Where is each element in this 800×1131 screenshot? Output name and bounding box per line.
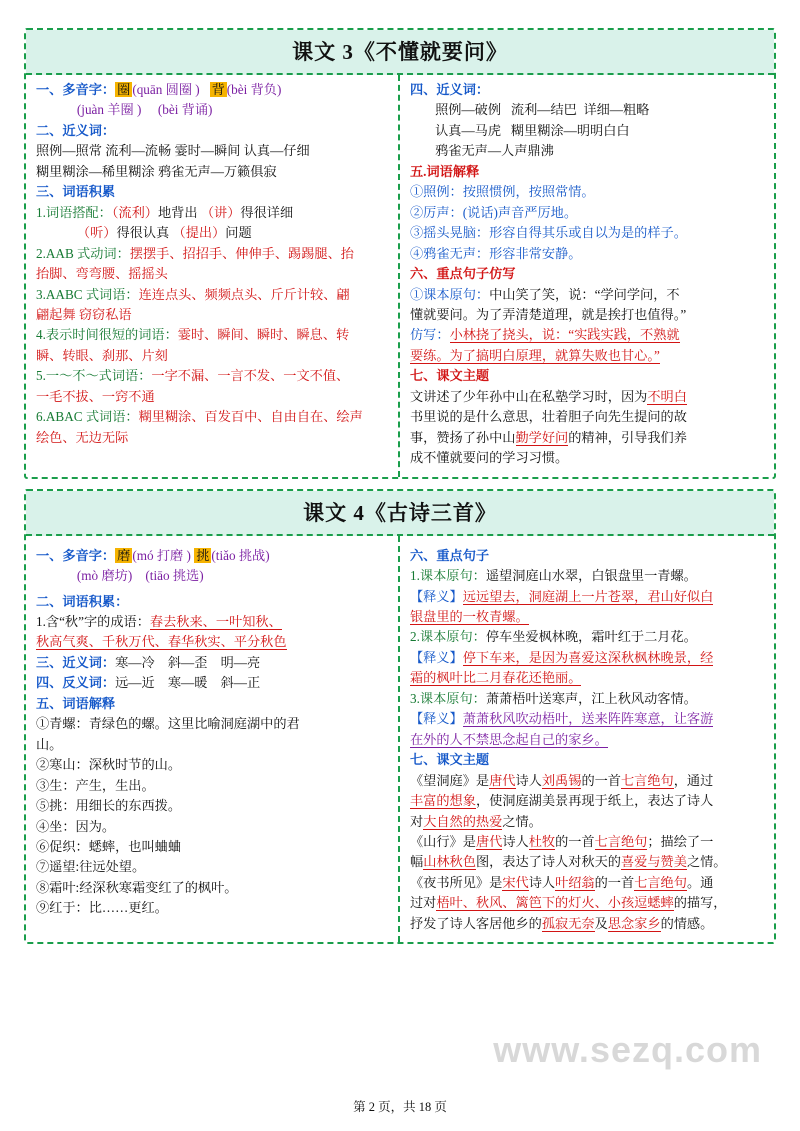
- zhuti2-form: 七言绝句: [594, 833, 648, 849]
- l4-zhongdianjuzi-heading: 六、重点句子: [410, 547, 490, 563]
- zhuti1-last-c: 之情。: [502, 813, 542, 829]
- ciyu-dapei-a2: 地背出: [157, 204, 198, 220]
- duoyinzi-tiao2-pinyin: (tiāo 挑选): [145, 568, 204, 584]
- qiu-chengyu-value-2: 秋高气爽、千秋万代、春华秋实、平分秋色: [36, 634, 287, 650]
- l4-ciyujieshi-heading: 五、词语解释: [36, 695, 116, 711]
- l4-jieshi-7: ⑦遥望:往远处望。: [36, 859, 146, 875]
- zhuti3-h: 过对: [410, 895, 437, 911]
- ciyu-dapei-label: 1.词语搭配：: [36, 204, 112, 220]
- lesson-4-right-column: [400, 536, 774, 943]
- zhuti2-i: 图，表达了诗人对秋天的: [475, 854, 621, 870]
- section-fanyici-heading: 四、近义词：: [410, 82, 490, 97]
- zhuti1-dynasty: 唐代: [489, 772, 516, 788]
- zhuti2-a: 《山行》是: [410, 833, 476, 849]
- poem3-original-text: 萧萧梧叶送寒声，江上秋风动客情。: [485, 690, 697, 706]
- ciyu-dapei-d: （提出）: [172, 225, 226, 241]
- fangxie-original-text-1: 中山笑了笑，说：“学问学问，不: [489, 286, 680, 302]
- duoyinzi-char-quan: 圈: [117, 82, 131, 97]
- aabc-value-2: 翩起舞 窃窃私语: [36, 306, 132, 322]
- aabc-label: 3.AABC 式词语：: [36, 286, 139, 302]
- yibu-label: 5.一～不～式词语：: [36, 368, 152, 384]
- aabc-value-1: 连连点头、频频点头、斤斤计较、翩: [138, 286, 350, 302]
- zhuti2-j: 之情。: [686, 854, 727, 870]
- lesson-4-left-column: [26, 536, 400, 943]
- shijian-value-2: 瞬、转眼、刹那、片刻: [36, 347, 168, 363]
- zhuti1-last-a: 对: [410, 813, 424, 829]
- section-jinyici-heading: 二、近义词：: [36, 122, 116, 138]
- watermark: www.sezq.com: [493, 1029, 762, 1070]
- poem3-shiyi-2: 在外的人不禁思念起自己的家乡。: [410, 731, 608, 747]
- lesson-3-title: 课文 3《不懂就要问》: [26, 30, 774, 75]
- zhuti1-c: 诗人: [515, 772, 542, 788]
- fangxie-original-text-2: 懂就要问。为了弄清楚道理，就是挨打也值得。”: [410, 306, 687, 322]
- poem3-shiyi-1: 萧萧秋风吹动梧叶，送来阵阵寒意，让客游: [462, 711, 714, 727]
- zhuti2-c: 诗人: [502, 833, 529, 849]
- ciyu-dapei-a: （流利）: [111, 204, 158, 220]
- zhuti3-l: 的情感。: [660, 915, 714, 931]
- zhuti3-key2: 孤寂无奈: [541, 915, 595, 931]
- poem1-original-label: 1.课本原句：: [410, 568, 486, 584]
- zhuti1-rest: ，使洞庭湖美景再现于纸上，表达了诗人: [475, 793, 714, 809]
- zhuti-key-2: 勤学好问: [515, 429, 569, 445]
- fangxie-text-1: 小林挠了挠头，说：“实践实践，不熟就: [449, 327, 680, 343]
- section-fangxie-heading: 六、重点句子仿写: [410, 266, 516, 282]
- poem2-shiyi-2: 霜的枫叶比二月春花还艳丽。: [410, 670, 582, 686]
- fanyici-2: 流利—结巴: [510, 102, 577, 118]
- jinyici-line-2: 糊里糊涂—稀里糊涂 鸦雀无声—万籁俱寂: [36, 163, 277, 179]
- zhuti-text-3c: 的精神，引导我们养: [568, 429, 687, 445]
- zhuti-text-1: 文讲述了少年孙中山在私塾学习时，因为: [410, 388, 648, 404]
- l4-jieshi-2: ②寒山：深秋时节的山。: [36, 757, 182, 773]
- zhuti3-key: 梧叶、秋风、篱笆下的灯火、小孩逗蟋蟀: [436, 895, 674, 911]
- l4-jieshi-1: ①青螺：青绿色的螺。这里比喻洞庭湖中的君: [36, 716, 300, 732]
- shijian-label: 4.表示时间很短的词语：: [36, 327, 178, 343]
- lesson-3-right-column: [400, 75, 774, 477]
- poem2-original-label: 2.课本原句：: [410, 629, 486, 645]
- zhuti3-g: 。通: [686, 874, 714, 890]
- lesson-4-title: 课文 4《古诗三首》: [26, 491, 774, 536]
- l4-fanyici-heading: 四、反义词：: [36, 675, 116, 691]
- ciyu-jieshi-2: ②厉声：(说话)声音严厉地。: [410, 204, 578, 220]
- zhuti3-c: 诗人: [528, 874, 556, 890]
- duoyinzi-bei-pinyin: (bèi 背负): [226, 82, 282, 97]
- fanyici-1: 照例—破例: [435, 102, 502, 118]
- zhuti2-key: 山林秋色: [423, 854, 476, 870]
- l4-fanyici-2: 寒—暖: [167, 675, 208, 691]
- zhuti1-key: 丰富的想象: [410, 793, 476, 809]
- ciyu-dapei-b2: 得很详细: [240, 204, 294, 220]
- duoyinzi-mo2-pinyin: (mò 磨坊): [76, 568, 133, 584]
- ciyu-dapei-b: （讲）: [200, 204, 241, 220]
- zhuti3-a: 《夜书所见》是: [410, 874, 503, 890]
- duoyinzi-bei2-pinyin: (bèi 背诵): [157, 102, 213, 118]
- qiu-chengyu-value-1: 春去秋来、一叶知秋、: [149, 613, 282, 629]
- shijian-value-1: 霎时、瞬间、瞬时、瞬息、转: [177, 327, 350, 343]
- section-duoyinzi-heading: 一、多音字：: [36, 82, 116, 97]
- page-footer: 第 2 页，共 18 页: [353, 1100, 447, 1114]
- abac-value-1: 糊里糊涂、百发百中、自由自在、绘声: [138, 409, 363, 425]
- poem3-original-label: 3.课本原句：: [410, 690, 486, 706]
- zhuti-text-3: 事，赞扬了孙中山: [410, 429, 516, 445]
- zhuti2-g: ；描绘了一: [647, 833, 714, 849]
- zhuti1-form: 七言绝句: [621, 772, 674, 788]
- l4-fanyici-3: 斜—正: [220, 675, 261, 691]
- fanyici-3: 详细—粗略: [583, 102, 650, 118]
- poem1-shiyi-label: 【释义】: [410, 588, 463, 604]
- poem1-original-text: 遥望洞庭山水翠，白银盘里一青螺。: [485, 568, 697, 584]
- duoyinzi-quan-pinyin: (quān 圆圈 ): [132, 82, 200, 97]
- l4-ciyujilei-heading: 二、词语积累：: [36, 593, 129, 609]
- fanyici-4: 认真—马虎: [435, 122, 502, 138]
- fanyici-6: 鸦雀无声—人声鼎沸: [435, 143, 554, 159]
- zhuti1-a: 《望洞庭》是: [410, 772, 490, 788]
- ciyu-jieshi-1: ①照例：按照惯例，按照常情。: [410, 184, 595, 200]
- l4-jieshi-5: ⑤挑：用细长的东西拨。: [36, 798, 182, 814]
- duoyinzi-char-mo: 磨: [117, 547, 131, 563]
- ciyu-dapei-c: （听）: [76, 225, 117, 241]
- abac-label: 6.ABAC 式词语：: [36, 409, 139, 425]
- lesson-card-3: [24, 28, 776, 479]
- jinyici-line-1: 照例—照常 流利—流畅 霎时—瞬间 认真—仔细: [36, 143, 310, 159]
- zhuti3-key3: 思念家乡: [607, 915, 661, 931]
- l4-jinyici-2: 斜—歪: [167, 654, 208, 670]
- fangxie-label: 仿写：: [410, 327, 450, 343]
- poem2-shiyi-label: 【释义】: [410, 649, 463, 665]
- fangxie-original-label: ①课本原句：: [410, 286, 490, 302]
- aab-value-1: 摆摆手、招招手、伸伸手、踢踢腿、抬: [129, 245, 354, 261]
- poem1-shiyi-1: 远远望去，洞庭湖上一片苍翠，君山好似白: [462, 588, 714, 604]
- lesson-card-4: [24, 489, 776, 945]
- poem2-original-text: 停车坐爱枫林晚，霜叶红于二月花。: [485, 629, 697, 645]
- duoyinzi-char-bei: 背: [211, 82, 225, 97]
- ciyu-jieshi-4: ④鸦雀无声：形容非常安静。: [410, 245, 582, 261]
- poem3-shiyi-label: 【释义】: [410, 711, 463, 727]
- section-ciyujilei-heading: 三、词语积累: [36, 184, 116, 200]
- l4-jieshi-3: ③生：产生，生出。: [36, 777, 155, 793]
- zhuti2-dynasty: 唐代: [475, 833, 503, 849]
- zhuti1-poet: 刘禹锡: [541, 772, 582, 788]
- zhuti-text-4: 成不懂就要问的学习习惯。: [410, 450, 569, 466]
- zhuti3-poet: 叶绍翁: [555, 874, 595, 890]
- zhuti2-h: 幅: [410, 854, 424, 870]
- ciyu-dapei-d2: 问题: [225, 225, 252, 241]
- fanyici-5: 糊里糊涂—明明白白: [510, 122, 630, 138]
- zhuti2-key2: 喜爱与赞美: [621, 854, 687, 870]
- zhuti3-form: 七言绝句: [634, 874, 687, 890]
- l4-jieshi-9: ⑨红于：比……更红。: [36, 900, 168, 916]
- l4-jieshi-6: ⑥促织：蟋蟀，也叫蛐蛐: [36, 838, 182, 854]
- yibu-value-2: 一毛不拔、一窍不通: [36, 388, 155, 404]
- duoyinzi-tiao-pinyin: (tiǎo 挑战): [211, 547, 270, 563]
- zhuti3-j: 抒发了诗人客居他乡的: [410, 915, 542, 931]
- yibu-value-1: 一字不漏、一言不发、一文不值、: [151, 368, 350, 384]
- l4-duoyinzi-heading: 一、多音字：: [36, 547, 116, 563]
- zhuti-text-2: 书里说的是什么意思，壮着胆子向先生提问的故: [410, 409, 687, 425]
- l4-kewenzhuti-heading: 七、课文主题: [410, 752, 490, 768]
- duoyinzi-char-tiao: 挑: [196, 547, 210, 563]
- l4-jinyici-heading: 三、近义词：: [36, 654, 116, 670]
- abac-value-2: 绘色、无边无际: [36, 429, 129, 445]
- zhuti3-dynasty: 宋代: [502, 874, 529, 890]
- l4-jieshi-8: ⑧霜叶:经深秋寒霜变红了的枫叶。: [36, 879, 238, 895]
- ciyu-jieshi-3: ③摇头晃脑：形容自得其乐或自以为是的样子。: [410, 225, 687, 241]
- poem2-shiyi-1: 停下车来，是因为喜爱这深秋枫林晚景，经: [462, 649, 714, 665]
- section-kewenzhuti-heading: 七、课文主题: [410, 368, 490, 384]
- l4-jieshi-4: ④坐：因为。: [36, 818, 116, 834]
- qiu-chengyu-label: 1.含“秋”字的成语：: [36, 613, 150, 629]
- zhuti2-e: 的一首: [555, 833, 595, 849]
- l4-jinyici-3: 明—亮: [220, 654, 261, 670]
- aab-label: 2.AAB 式动词：: [36, 245, 130, 261]
- l4-jieshi-1b: 山。: [36, 736, 63, 752]
- ciyu-dapei-c2: 得很认真: [116, 225, 170, 241]
- poem1-shiyi-2: 银盘里的一枚青螺。: [410, 608, 529, 624]
- duoyinzi-juan-pinyin: (juàn 羊圈 ): [76, 102, 142, 118]
- zhuti3-e: 的一首: [594, 874, 635, 890]
- fangxie-text-2: 要练。为了搞明白原理，就算失败也甘心。”: [410, 347, 660, 363]
- l4-fanyici-1: 远—近: [115, 675, 155, 691]
- zhuti3-k: 及: [594, 915, 608, 931]
- section-ciyujieshi-heading: 五.词语解释: [410, 163, 480, 179]
- zhuti3-i: 的描写，: [673, 895, 727, 911]
- l4-jinyici-1: 寒—冷: [115, 654, 155, 670]
- zhuti1-g: ，通过: [673, 772, 714, 788]
- zhuti-key-1: 不明白: [647, 388, 687, 404]
- zhuti1-e: 的一首: [581, 772, 621, 788]
- zhuti1-last-key: 大自然的热爱: [423, 813, 503, 829]
- aab-value-2: 抬脚、弯弯腰、摇摇头: [36, 266, 168, 282]
- zhuti2-poet: 杜牧: [528, 833, 556, 849]
- duoyinzi-mo-pinyin: (mó 打磨 ): [132, 547, 191, 563]
- lesson-3-left-column: [26, 75, 400, 477]
